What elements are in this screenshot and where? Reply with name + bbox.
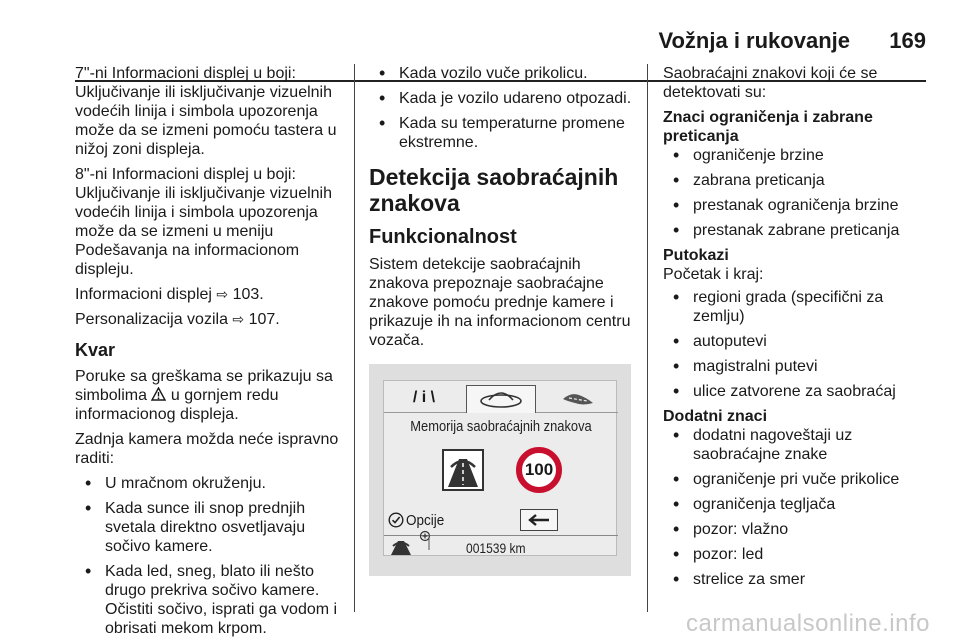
page-number: 169	[889, 28, 926, 53]
list-item: • pozor: led	[663, 545, 935, 564]
chapter-title: Vožnja i rukovanje	[658, 28, 850, 53]
tab-assist-icon: / i \	[412, 389, 436, 406]
column-left	[75, 64, 347, 642]
list-item: • ograničenja tegljača	[663, 495, 935, 514]
page-ref-arrow-icon: ⇨	[232, 311, 245, 327]
odometer-value: 001539 km	[466, 540, 526, 556]
list-item: • regioni grada (specifični za zemlju)	[663, 288, 935, 326]
list-item: • autoputevi	[663, 332, 935, 351]
list-item: • zabrana preticanja	[663, 171, 935, 190]
motorway-sign-icon	[442, 449, 484, 491]
speed-limit-sign	[516, 447, 562, 493]
warning-triangle-icon	[151, 387, 166, 401]
restriction-signs-list	[663, 146, 935, 240]
screen-title: Memorija saobraćajnih znakova	[410, 418, 592, 435]
list-item: • Kada je vozilo udareno otpozadi.	[369, 89, 637, 108]
list-item: • Kada su temperaturne promene ekstremne.	[369, 114, 637, 152]
paragraph-8inch: 8"-ni Informacioni displej u boji: Uključivanje ili isključivanje vizuelnih vodećih linija i simbola upozorenja može da se izmeni u meniju Podešavanja na informacionom displeju.	[75, 166, 332, 278]
page-ref-arrow-icon: ⇨	[216, 286, 229, 302]
reference-info-display: Informacioni displej ⇨ 103.	[75, 286, 264, 303]
column-divider-1	[354, 64, 355, 612]
list-item: • pozor: vlažno	[663, 520, 935, 539]
list-item: • magistralni putevi	[663, 357, 935, 376]
tab-road-icon	[548, 385, 608, 413]
reference-personalization: Personalizacija vozila ⇨ 107.	[75, 311, 280, 328]
speed-limit-value: 100	[524, 460, 554, 479]
subsection-heading: Funkcionalnost	[369, 226, 517, 248]
section-heading: Detekcija saobraćajnih znakova	[369, 164, 619, 216]
watermark: carmanualsonline.info	[686, 610, 930, 637]
additional-signs-list	[663, 426, 935, 589]
list-item: • prestanak ograničenja brzine	[663, 196, 935, 215]
paragraph-fault-messages: Poruke sa greškama se prikazuju sa simbolima u gornjem redu informacionog displeja.	[75, 368, 333, 423]
fault-heading: Kvar	[75, 340, 116, 360]
section-direction-signs-title: Putokazi	[663, 247, 729, 264]
display-illustration	[369, 364, 631, 576]
check-circle-icon	[388, 512, 404, 528]
paragraph-functionality: Sistem detekcije saobraćajnih znakova prepoznaje saobraćajne znakove pomoću prednje kamere i prikazuje ih na informacionom centru vozača.	[369, 256, 631, 349]
list-item: • ograničenje pri vuče prikolice	[663, 470, 935, 489]
page-ref-link[interactable]: 107.	[248, 311, 280, 328]
page-header	[0, 28, 960, 58]
list-item: • ulice zatvorene za saobraćaj	[663, 382, 935, 401]
list-item: • Kada led, sneg, blato ili nešto drugo prekriva sočivo kamere. Očistiti sočivo, isprati ga vodom i obrisati mekom krpom.	[75, 562, 347, 638]
direction-signs-list	[663, 288, 935, 401]
list-item: • dodatni nagoveštaji uz saobraćajne znake	[663, 426, 935, 464]
screen-tabs	[384, 385, 618, 413]
motorway-status-icon	[388, 538, 414, 556]
section-restriction-signs-title: Znaci ograničenja i zabrane preticanja	[663, 109, 873, 145]
column-divider-2	[647, 64, 648, 612]
list-item: • prestanak zabrane preticanja	[663, 221, 935, 240]
paragraph-detected-signs: Saobraćajni znakovi koji će se detektovati su:	[663, 65, 878, 101]
column-middle	[369, 64, 637, 576]
options-label[interactable]: Opcije	[406, 512, 445, 529]
camera-issues-list	[75, 474, 347, 638]
back-arrow-icon	[527, 513, 551, 527]
status-bar	[384, 535, 618, 557]
list-item: • Kada sunce ili snop prednjih svetala direktno osvetljavaju sočivo kamere.	[75, 499, 347, 556]
tab-car-icon	[466, 385, 536, 413]
list-item: • U mračnom okruženju.	[75, 474, 347, 493]
paragraph-7inch: 7"-ni Informacioni displej u boji: Uključivanje ili isključivanje vizuelnih vodećih linija i simbola upozorenja može da se izmeni pomoću tastera u nižoj zoni displeja.	[75, 65, 337, 158]
paragraph-camera-issues: Zadnja kamera možda neće ispravno raditi:	[75, 431, 339, 467]
direction-signs-intro: Početak i kraj:	[663, 266, 764, 283]
column-right	[663, 64, 935, 595]
list-item: • Kada vozilo vuče prikolicu.	[369, 64, 637, 83]
options-row	[384, 509, 618, 531]
section-additional-signs-title: Dodatni znaci	[663, 408, 768, 425]
camera-issues-list-continued	[369, 64, 637, 152]
back-button[interactable]	[520, 509, 558, 531]
service-indicator-icon	[418, 530, 432, 550]
list-item: • strelice za smer	[663, 570, 935, 589]
driver-info-screen	[383, 380, 617, 556]
list-item: • ograničenje brzine	[663, 146, 935, 165]
page-ref-link[interactable]: 103.	[232, 286, 264, 303]
